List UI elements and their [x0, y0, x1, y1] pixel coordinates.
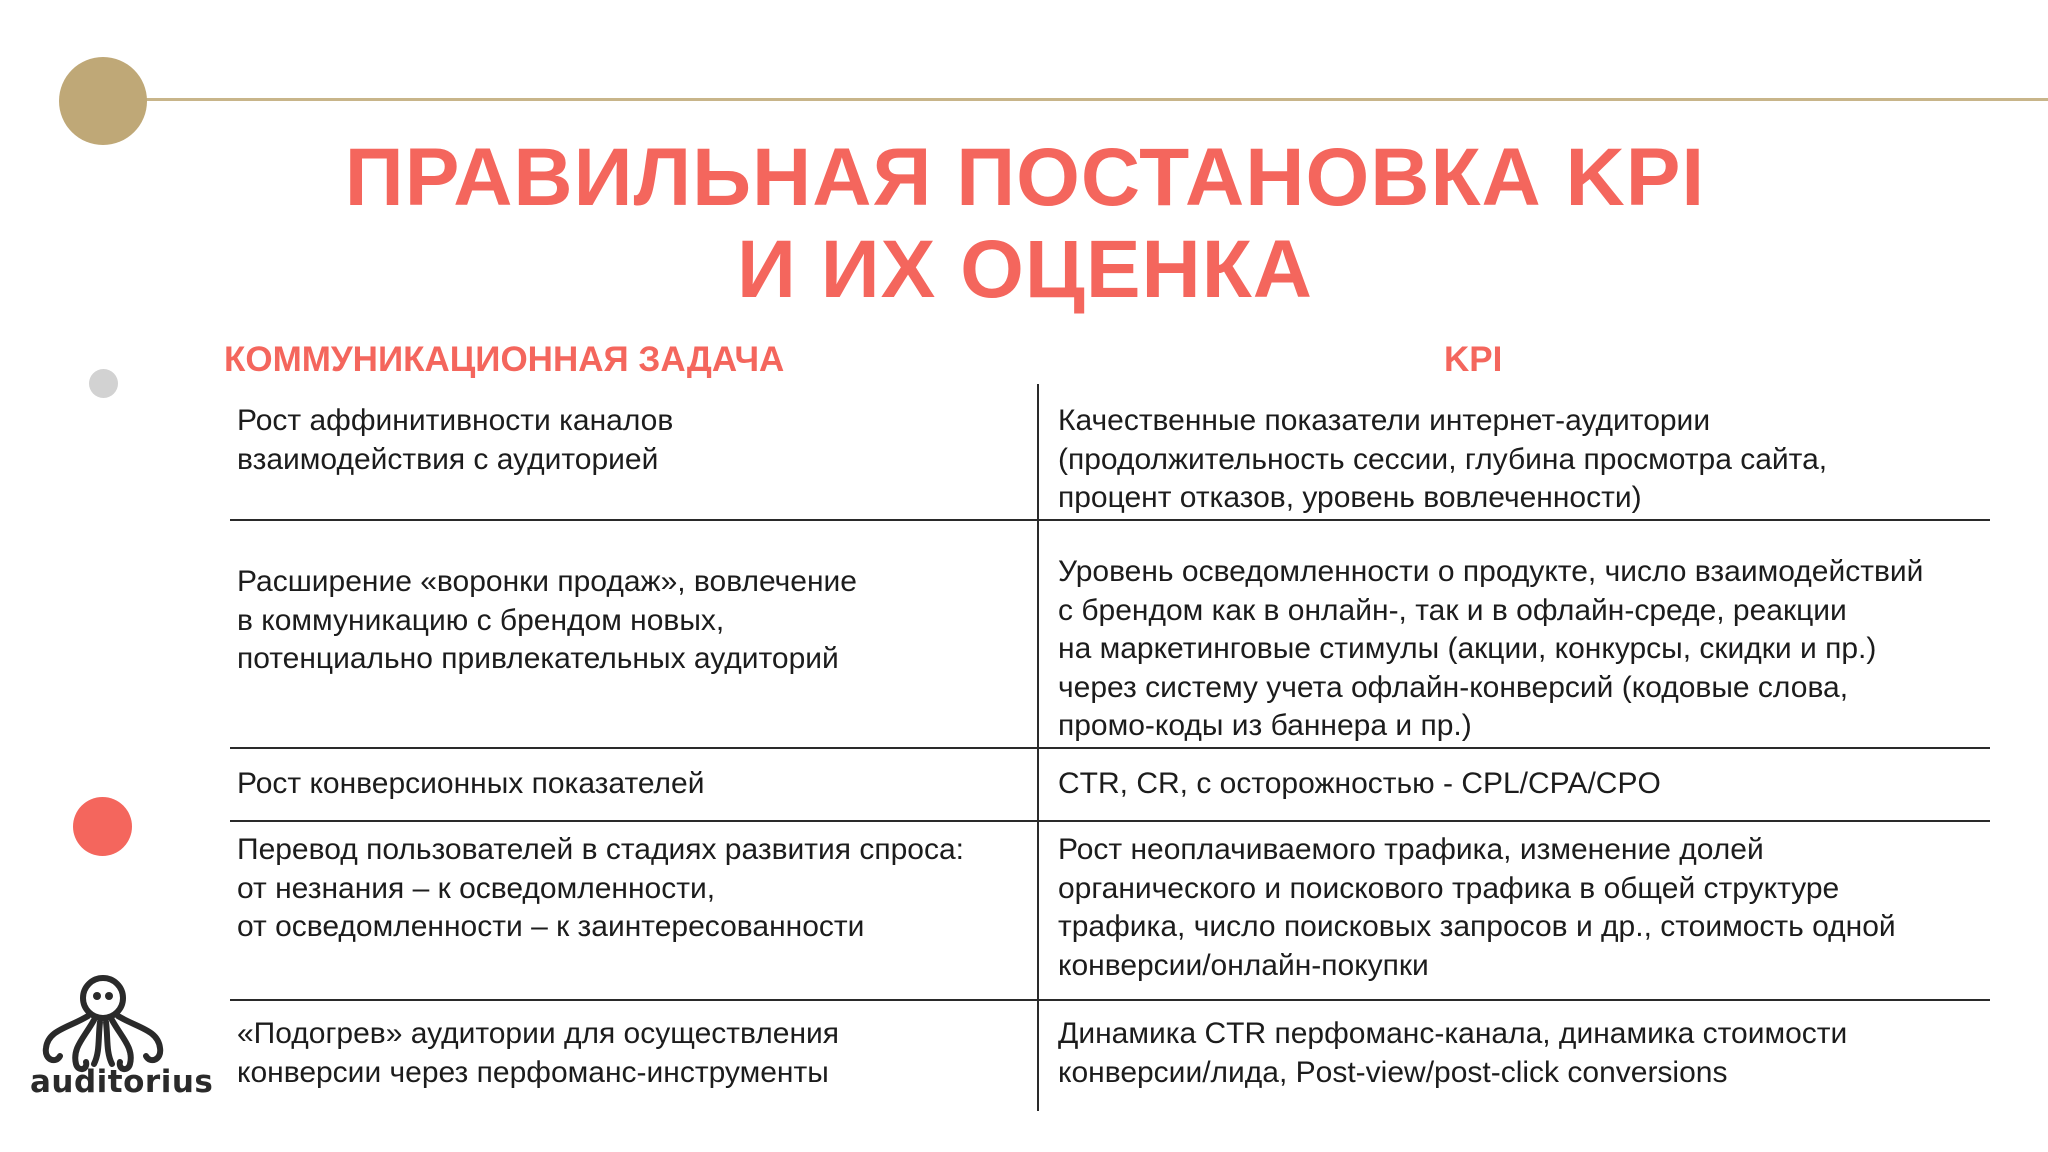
- task-cell: Рост аффинитивности каналов взаимодействия с аудиторией: [237, 404, 674, 476]
- logo-wordmark: auditorius: [30, 1064, 214, 1100]
- task-cell: Расширение «воронки продаж», вовлечение в коммуникацию с брендом новых, потенциально привлекательных аудиторий: [237, 565, 857, 675]
- kpi-cell: Динамика CTR перфоманс-канала, динамика стоимости конверсии/лида, Post-view/post-click conversions: [1058, 1017, 1848, 1089]
- column-header-task: КОММУНИКАЦИОННАЯ ЗАДАЧА: [224, 340, 785, 379]
- row-divider: [230, 747, 1990, 749]
- red-circle-decoration: [73, 797, 132, 856]
- column-header-kpi: KPI: [1444, 340, 1503, 379]
- row-divider: [230, 999, 1990, 1001]
- kpi-cell: Уровень осведомленности о продукте, число взаимодействий с брендом как в онлайн-, так и в офлайн-среде, реакции на маркетинговые стимулы (акции, конкурсы, скидки и пр.) через систему учета офлайн-конверсий (кодовые слова, промо-коды из баннера и пр.): [1058, 555, 1924, 742]
- kpi-cell: Качественные показатели интернет-аудитории (продолжительность сессии, глубина просмотра сайта, процент отказов, уровень вовлеченности): [1058, 404, 1828, 514]
- gold-circle-decoration: [59, 57, 147, 145]
- top-divider-line: [140, 98, 2048, 101]
- task-cell: Перевод пользователей в стадиях развития спроса: от незнания – к осведомленности, от осведомленности – к заинтересованности: [237, 833, 964, 943]
- page-title: [260, 132, 1790, 316]
- grey-dot-decoration: [89, 369, 118, 398]
- title-line-2: И ИХ ОЦЕНКА: [737, 224, 1313, 315]
- task-cell: «Подогрев» аудитории для осуществления конверсии через перфоманс-инструменты: [237, 1017, 840, 1089]
- kpi-cell: CTR, CR, с осторожностью - CPL/CPA/CPO: [1058, 767, 1661, 800]
- row-divider: [230, 519, 1990, 521]
- title-line-1: ПРАВИЛЬНАЯ ПОСТАНОВКА KPI: [344, 132, 1706, 223]
- row-divider: [230, 820, 1990, 822]
- task-cell: Рост конверсионных показателей: [237, 767, 705, 800]
- kpi-cell: Рост неоплачиваемого трафика, изменение долей органического и поискового трафика в общей структуре трафика, число поисковых запросов и др., стоимость одной конверсии/онлайн-покупки: [1058, 833, 1896, 982]
